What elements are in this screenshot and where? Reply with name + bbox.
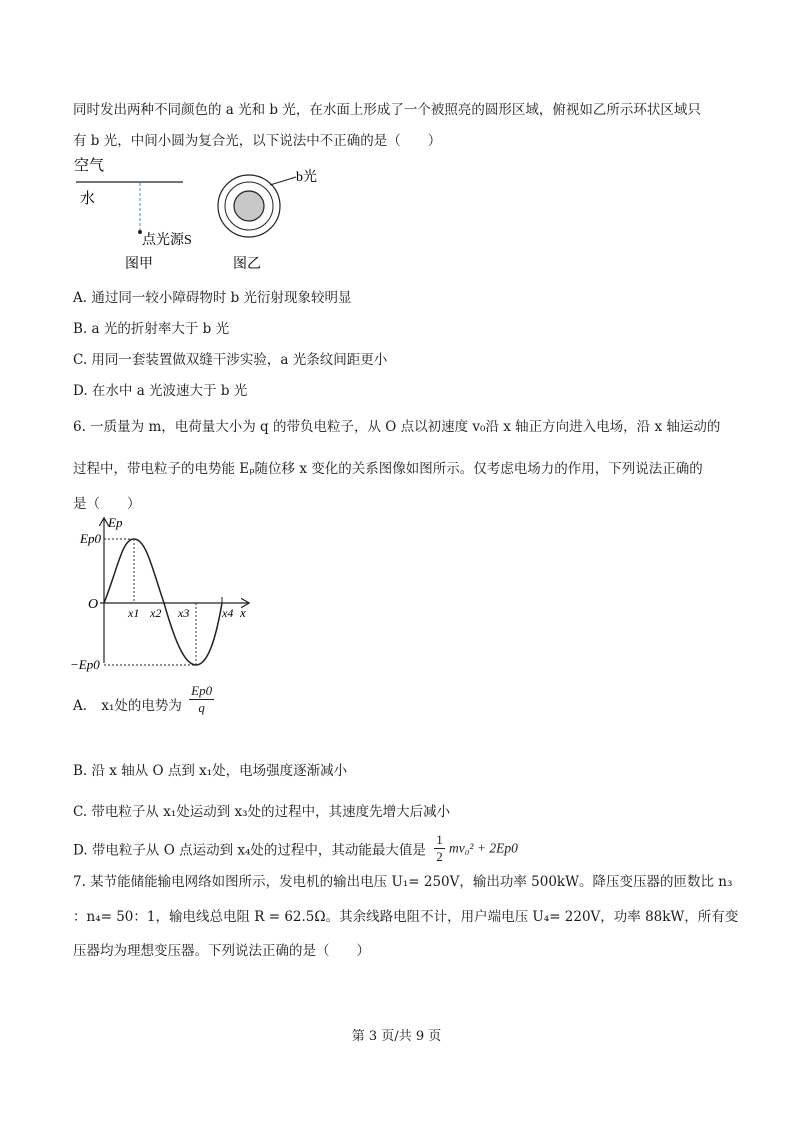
point-source-label: 点光源S — [142, 233, 192, 248]
page-footer: 第 3 页/共 9 页 — [351, 1029, 442, 1044]
inner-disk — [234, 191, 264, 221]
q5-option-c: C. 用同一套装置做双缝干涉实验，a 光条纹间距更小 — [73, 352, 388, 368]
q6-stem-line1: 6. 一质量为 m，电荷量大小为 q 的带负电粒子，从 O 点以初速度 v₀沿 x 轴正方向进入电场，沿 x 轴运动的 — [73, 419, 721, 435]
q6-option-d-text: D. 带电粒子从 O 点运动到 x₄处的过程中，其动能最大值是 — [73, 842, 426, 859]
q5-option-d: D. 在水中 a 光波速大于 b 光 — [73, 383, 248, 399]
b-light-leader — [270, 177, 296, 185]
water-label: 水 — [80, 191, 96, 207]
ep0-label: Ep0 — [80, 531, 101, 546]
fig-b-label: 图乙 — [233, 257, 261, 272]
q6-option-a — [73, 683, 214, 716]
q5-option-b: B. a 光的折射率大于 b 光 — [73, 321, 230, 337]
origin-label: O — [88, 597, 99, 612]
x3-label: x3 — [178, 606, 190, 620]
x2-label: x2 — [150, 606, 162, 620]
q6-option-a-text: x₁处的电势为 — [101, 698, 182, 714]
q6-stem-line2: 过程中，带电粒子的电势能 Eₚ随位移 x 变化的关系图像如图所示。仅考虑电场力的作用，下列说法正确的 — [73, 461, 703, 477]
x4-label: x4 — [222, 606, 234, 620]
q6-option-a-fraction — [189, 683, 214, 716]
x-axis-label: x — [240, 605, 246, 620]
q6-option-d-formula: mv₀² + 2Ep0 — [449, 840, 518, 856]
fraction-numerator: Ep0 — [191, 683, 213, 698]
q5-option-a: A. 通过同一较小障碍物时 b 光衍射现象较明显 — [73, 290, 352, 306]
neg-ep0-label: −Ep0 — [70, 657, 100, 672]
q6-option-b: B. 沿 x 轴从 O 点到 x₁处，电场强度逐渐减小 — [73, 763, 348, 779]
b-light-label: b光 — [296, 170, 317, 185]
q6-ep-graph — [70, 513, 270, 673]
half-fraction: $\frac{1}{2}$ — [436, 832, 443, 864]
q5-stem-line1: 同时发出两种不同颜色的 a 光和 b 光，在水面上形成了一个被照亮的圆形区域，俯视如乙所示环状区域只 — [73, 102, 701, 118]
y-axis-label: Ep — [108, 515, 123, 530]
q6-option-d — [73, 832, 518, 865]
q5-stem-line2: 有 b 光，中间小圆为复合光，以下说法中不正确的是（ ） — [73, 133, 442, 149]
q6-option-a-prefix: A. — [73, 698, 88, 714]
x1-label: x1 — [128, 606, 140, 620]
air-label: 空气 — [74, 158, 105, 174]
fraction-denominator: q — [198, 700, 205, 715]
ep-curve — [104, 539, 222, 665]
q6-option-c: C. 带电粒子从 x₁处运动到 x₃处的过程中，其速度先增大后减小 — [73, 804, 451, 820]
q7-stem-line2: ：n₄= 50：1，输电线总电阻 R = 62.5Ω。其余线路电阻不计，用户端电压 U₄= 220V，功率 88kW，所有变 — [73, 909, 739, 925]
q7-stem-line1: 7. 某节能储能输电网络如图所示，发电机的输出电压 U₁= 250V，输出功率 500kW。降压变压器的匝数比 n₃ — [73, 874, 733, 890]
q5-figure — [70, 152, 330, 277]
q7-stem-line3: 压器均为理想变压器。下列说法正确的是（ ） — [73, 943, 370, 959]
fig-a-label: 图甲 — [125, 257, 153, 272]
q6-stem-line3: 是（ ） — [73, 496, 141, 512]
